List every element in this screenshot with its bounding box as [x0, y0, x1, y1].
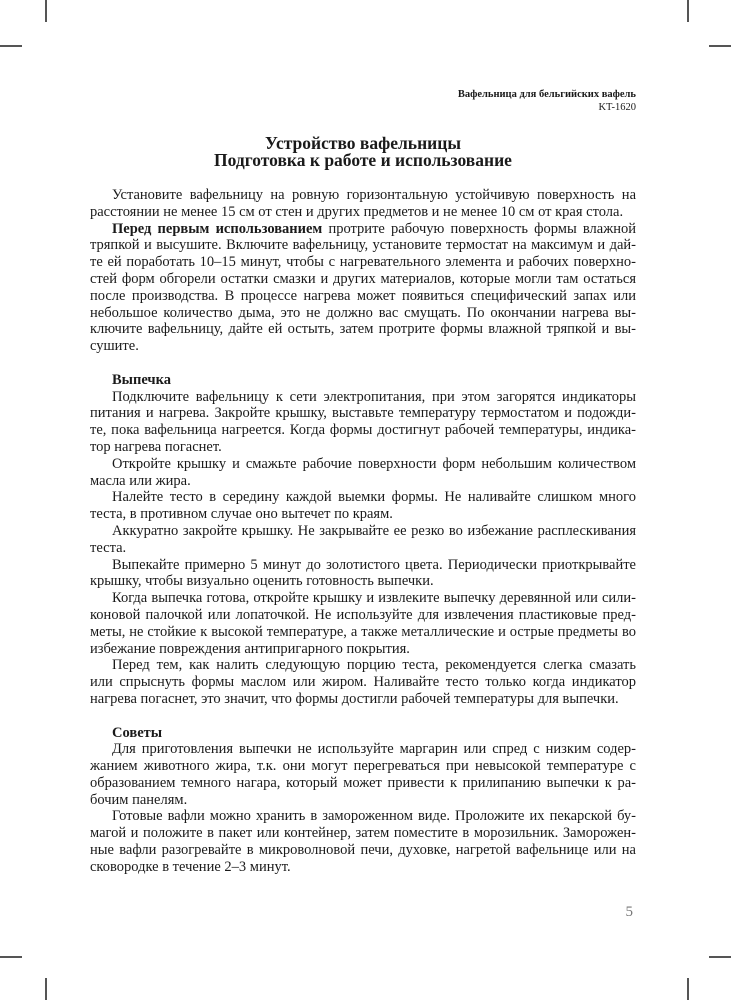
- body-text: [90, 187, 636, 876]
- paragraph: [90, 523, 636, 557]
- text-line: меты, не стойкие к высокой температуре, а также металлические и острые предметы во: [90, 623, 636, 640]
- crop-mark: [45, 0, 47, 22]
- text-line: тор нагрева погаснет.: [90, 438, 222, 455]
- text-line: питания и нагрева. Закройте крышку, выставьте температуру термостатом и подожди-: [90, 405, 636, 422]
- title-line-2: Подготовка к работе и использование: [214, 150, 512, 170]
- crop-mark: [45, 978, 47, 1000]
- text-line: те, пока вафельница нагреется. Когда формы достигнут рабочей температуры, индика-: [90, 422, 636, 439]
- paragraph: [90, 741, 636, 808]
- text-line: теста, в противном случае оно вытечет по краям.: [90, 506, 393, 523]
- text-line: Когда выпечка готова, откройте крышку и извлеките выпечку деревянной или сили-: [112, 590, 636, 607]
- section-heading: Выпечка: [112, 371, 171, 388]
- text-line: после производства. В процессе нагрева может появиться специфический запах или: [90, 287, 636, 304]
- text-line: Для приготовления выпечки не используйте маргарин или спред с низким содер-: [112, 741, 636, 758]
- paragraph: [90, 557, 636, 591]
- text-line: сковородке в течение 2–3 минут.: [90, 858, 291, 875]
- running-header: [458, 88, 636, 114]
- text-line: или спрыснуть формы маслом или жиром. Наливайте тесто только когда индикатор: [90, 674, 636, 691]
- text-line: Перед первым использованием протрите рабочую поверхность формы влажной: [112, 220, 636, 237]
- text-line: крышку, чтобы визуально оценить готовность выпечки.: [90, 573, 434, 590]
- crop-mark: [709, 956, 731, 958]
- paragraph: [90, 808, 636, 875]
- text-line: расстоянии не менее 15 см от стен и других предметов и не менее 10 см от края стола.: [90, 203, 624, 220]
- text-line: Налейте тесто в середину каждой выемки формы. Не наливайте слишком много: [112, 489, 636, 506]
- text-line: Перед тем, как налить следующую порцию теста, рекомендуется слегка смазать: [112, 657, 636, 674]
- text-line: ные вафли разогревайте в микроволновой печи, духовке, нагретой вафельнице или на: [90, 842, 636, 859]
- paragraph: [90, 221, 636, 355]
- text-line: ключите вафельницу, дайте ей остыть, затем протрите формы влажной тряпкой и вы-: [90, 321, 636, 338]
- text-line: образованием темного нагара, который может привести к прилипанию выпечки к ра-: [90, 774, 636, 791]
- text-line: нагрева погаснет, это значит, что формы достигли рабочей температуры для выпечки.: [90, 690, 619, 707]
- crop-mark: [0, 956, 22, 958]
- text-line: Выпекайте примерно 5 минут до золотистого цвета. Периодически приоткрывайте: [112, 556, 636, 573]
- page-title: [90, 135, 636, 169]
- text-line: магой и положите в пакет или контейнер, затем поместите в морозильник. Заморожен-: [90, 825, 636, 842]
- page-number: 5: [625, 904, 633, 920]
- crop-mark: [0, 45, 22, 47]
- crop-mark: [687, 0, 689, 22]
- header-product: Вафельница для бельгийских вафель: [457, 89, 636, 100]
- bold-lead: Перед первым использованием: [112, 220, 323, 237]
- section-heading: Советы: [112, 724, 163, 741]
- text-line: масла или жира.: [90, 472, 191, 489]
- text-line: избежание повреждения антипригарного покрытия.: [90, 640, 410, 657]
- title-line-1: Устройство вафельницы: [265, 133, 461, 153]
- crop-mark: [709, 45, 731, 47]
- text-line: жанием животного жира, т.к. они могут перегреваться при невысокой температуре с: [90, 758, 636, 775]
- text-line: бочим панелям.: [90, 791, 188, 808]
- text-line: Аккуратно закройте крышку. Не закрывайте ее резко во избежание расплескивания: [112, 522, 636, 539]
- text-line: Подключите вафельницу к сети электропитания, при этом загорятся индикаторы: [112, 388, 636, 405]
- paragraph: [90, 489, 636, 523]
- paragraph: [90, 389, 636, 456]
- crop-mark: [687, 978, 689, 1000]
- text-line: тряпкой и высушите. Включите вафельницу, установите термостат на максимум и дай-: [90, 237, 636, 254]
- header-model: KT-1620: [598, 102, 636, 113]
- text-line: Откройте крышку и смажьте рабочие поверхности форм небольшим количеством: [112, 455, 636, 472]
- text-line: небольшое количество дыма, это не должно вас смущать. По окончании нагрева вы-: [90, 304, 636, 321]
- text-line: теста.: [90, 539, 127, 556]
- paragraph: [90, 187, 636, 221]
- text-line: коновой палочкой или лопаточкой. Не используйте для извлечения пластиковые пред-: [90, 606, 636, 623]
- paragraph: [90, 657, 636, 707]
- text-line: те ей поработать 10–15 минут, чтобы с нагревательного элемента и рабочих поверхно-: [90, 254, 636, 271]
- text-line: стей форм обгорели остатки смазки и других материалов, которые могли там остаться: [90, 270, 636, 287]
- text-line: Установите вафельницу на ровную горизонтальную устойчивую поверхность на: [112, 187, 636, 203]
- paragraph: [90, 590, 636, 657]
- text-line: Готовые вафли можно хранить в замороженном виде. Проложите их пекарской бу-: [112, 808, 636, 825]
- text-line: сушите.: [90, 338, 139, 355]
- paragraph: [90, 456, 636, 490]
